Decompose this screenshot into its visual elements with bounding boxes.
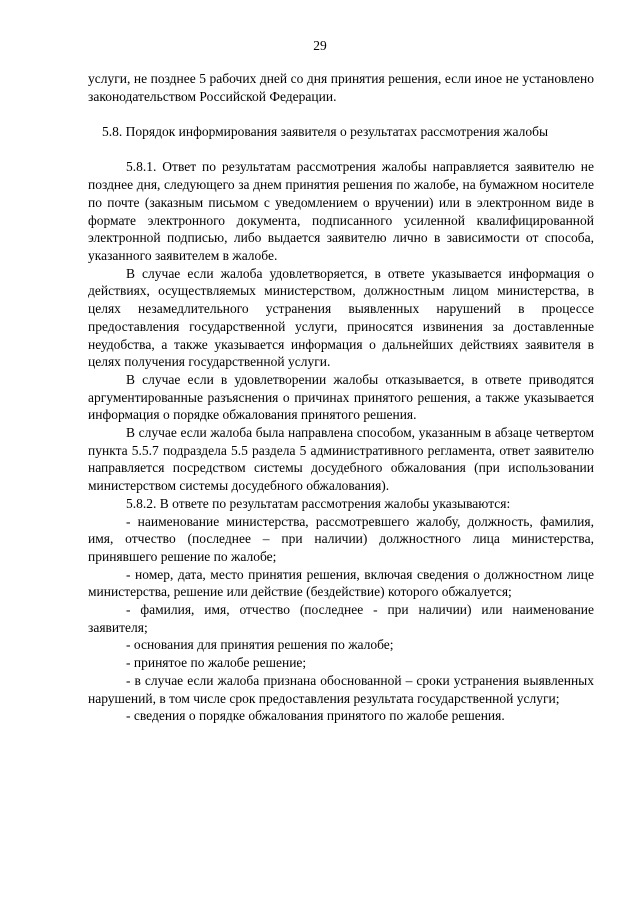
paragraph-complaint-satisfied: В случае если жалоба удовлетворяется, в ответе указывается информация о действиях, осуществляемых министерством, должностным лицом министерства, в целях незамедлительного устранения выявленных нарушений в процессе предоставления государственной услуги, приносятся извинения за доставленные неудобства, а также указывается информация о дальнейших действиях заявителя в целях получения государственной услуги. (88, 265, 594, 370)
document-body (88, 70, 594, 725)
list-item-applicant-name: - фамилия, имя, отчество (последнее - при наличии) или наименование заявителя; (88, 602, 594, 635)
paragraph-pretrial-system: В случае если жалоба была направлена способом, указанным в абзаце четвертом пункта 5.5.7 подраздела 5.5 раздела 5 административного регламента, ответ заявителю направляется посредством системы досудебного обжалования (при использовании министерством системы досудебного обжалования). (88, 425, 594, 494)
continuation-paragraph: услуги, не позднее 5 рабочих дней со дня принятия решения, если иное не установлено законодательством Российской Федерации. (88, 71, 594, 104)
list-item-appeal-procedure: - сведения о порядке обжалования принятого по жалобе решения. (126, 708, 505, 724)
paragraph-5-8-1: 5.8.1. Ответ по результатам рассмотрения жалобы направляется заявителю не позднее дня, следующего за днем принятия решения по жалобе, на бумажном носителе по почте (заказным письмом с уведомлением о вручении) или в электронном виде в формате электронного документа, подписанного усиленной квалифицированной электронной подписью, либо выдается заявителю лично в зависимости от способа, указанного заявителем в жалобе. (88, 159, 594, 263)
list-item-ministry-name: - наименование министерства, рассмотревшего жалобу, должность, фамилия, имя, отчество (последнее – при наличии) должностного лица министерства, принявшего решение по жалобе; (88, 513, 594, 564)
page-number: 29 (313, 38, 327, 53)
section-title: 5.8. Порядок информирования заявителя о результатах рассмотрения жалобы (102, 124, 549, 140)
list-item-decision: - принятое по жалобе решение; (126, 655, 307, 671)
paragraph-complaint-rejected: В случае если в удовлетворении жалобы отказывается, в ответе приводятся аргументированные разъяснения о причинах принятого решения, а также указывается информация о порядке обжалования принятого решения. (88, 371, 594, 423)
spacer (88, 105, 594, 123)
spacer (88, 141, 594, 159)
paragraph-5-8-2: 5.8.2. В ответе по результатам рассмотрения жалобы указываются: (126, 495, 511, 511)
list-item-decision-details: - номер, дата, место принятия решения, включая сведения о должностном лице министерства, решение или действие (бездействие) которого обжалуется; (88, 566, 594, 600)
list-item-remedy-deadlines: - в случае если жалоба признана обоснованной – сроки устранения выявленных нарушений, в том числе срок предоставления результата государственной услуги; (88, 672, 594, 706)
list-item-decision-grounds: - основания для принятия решения по жалобе; (126, 637, 394, 653)
